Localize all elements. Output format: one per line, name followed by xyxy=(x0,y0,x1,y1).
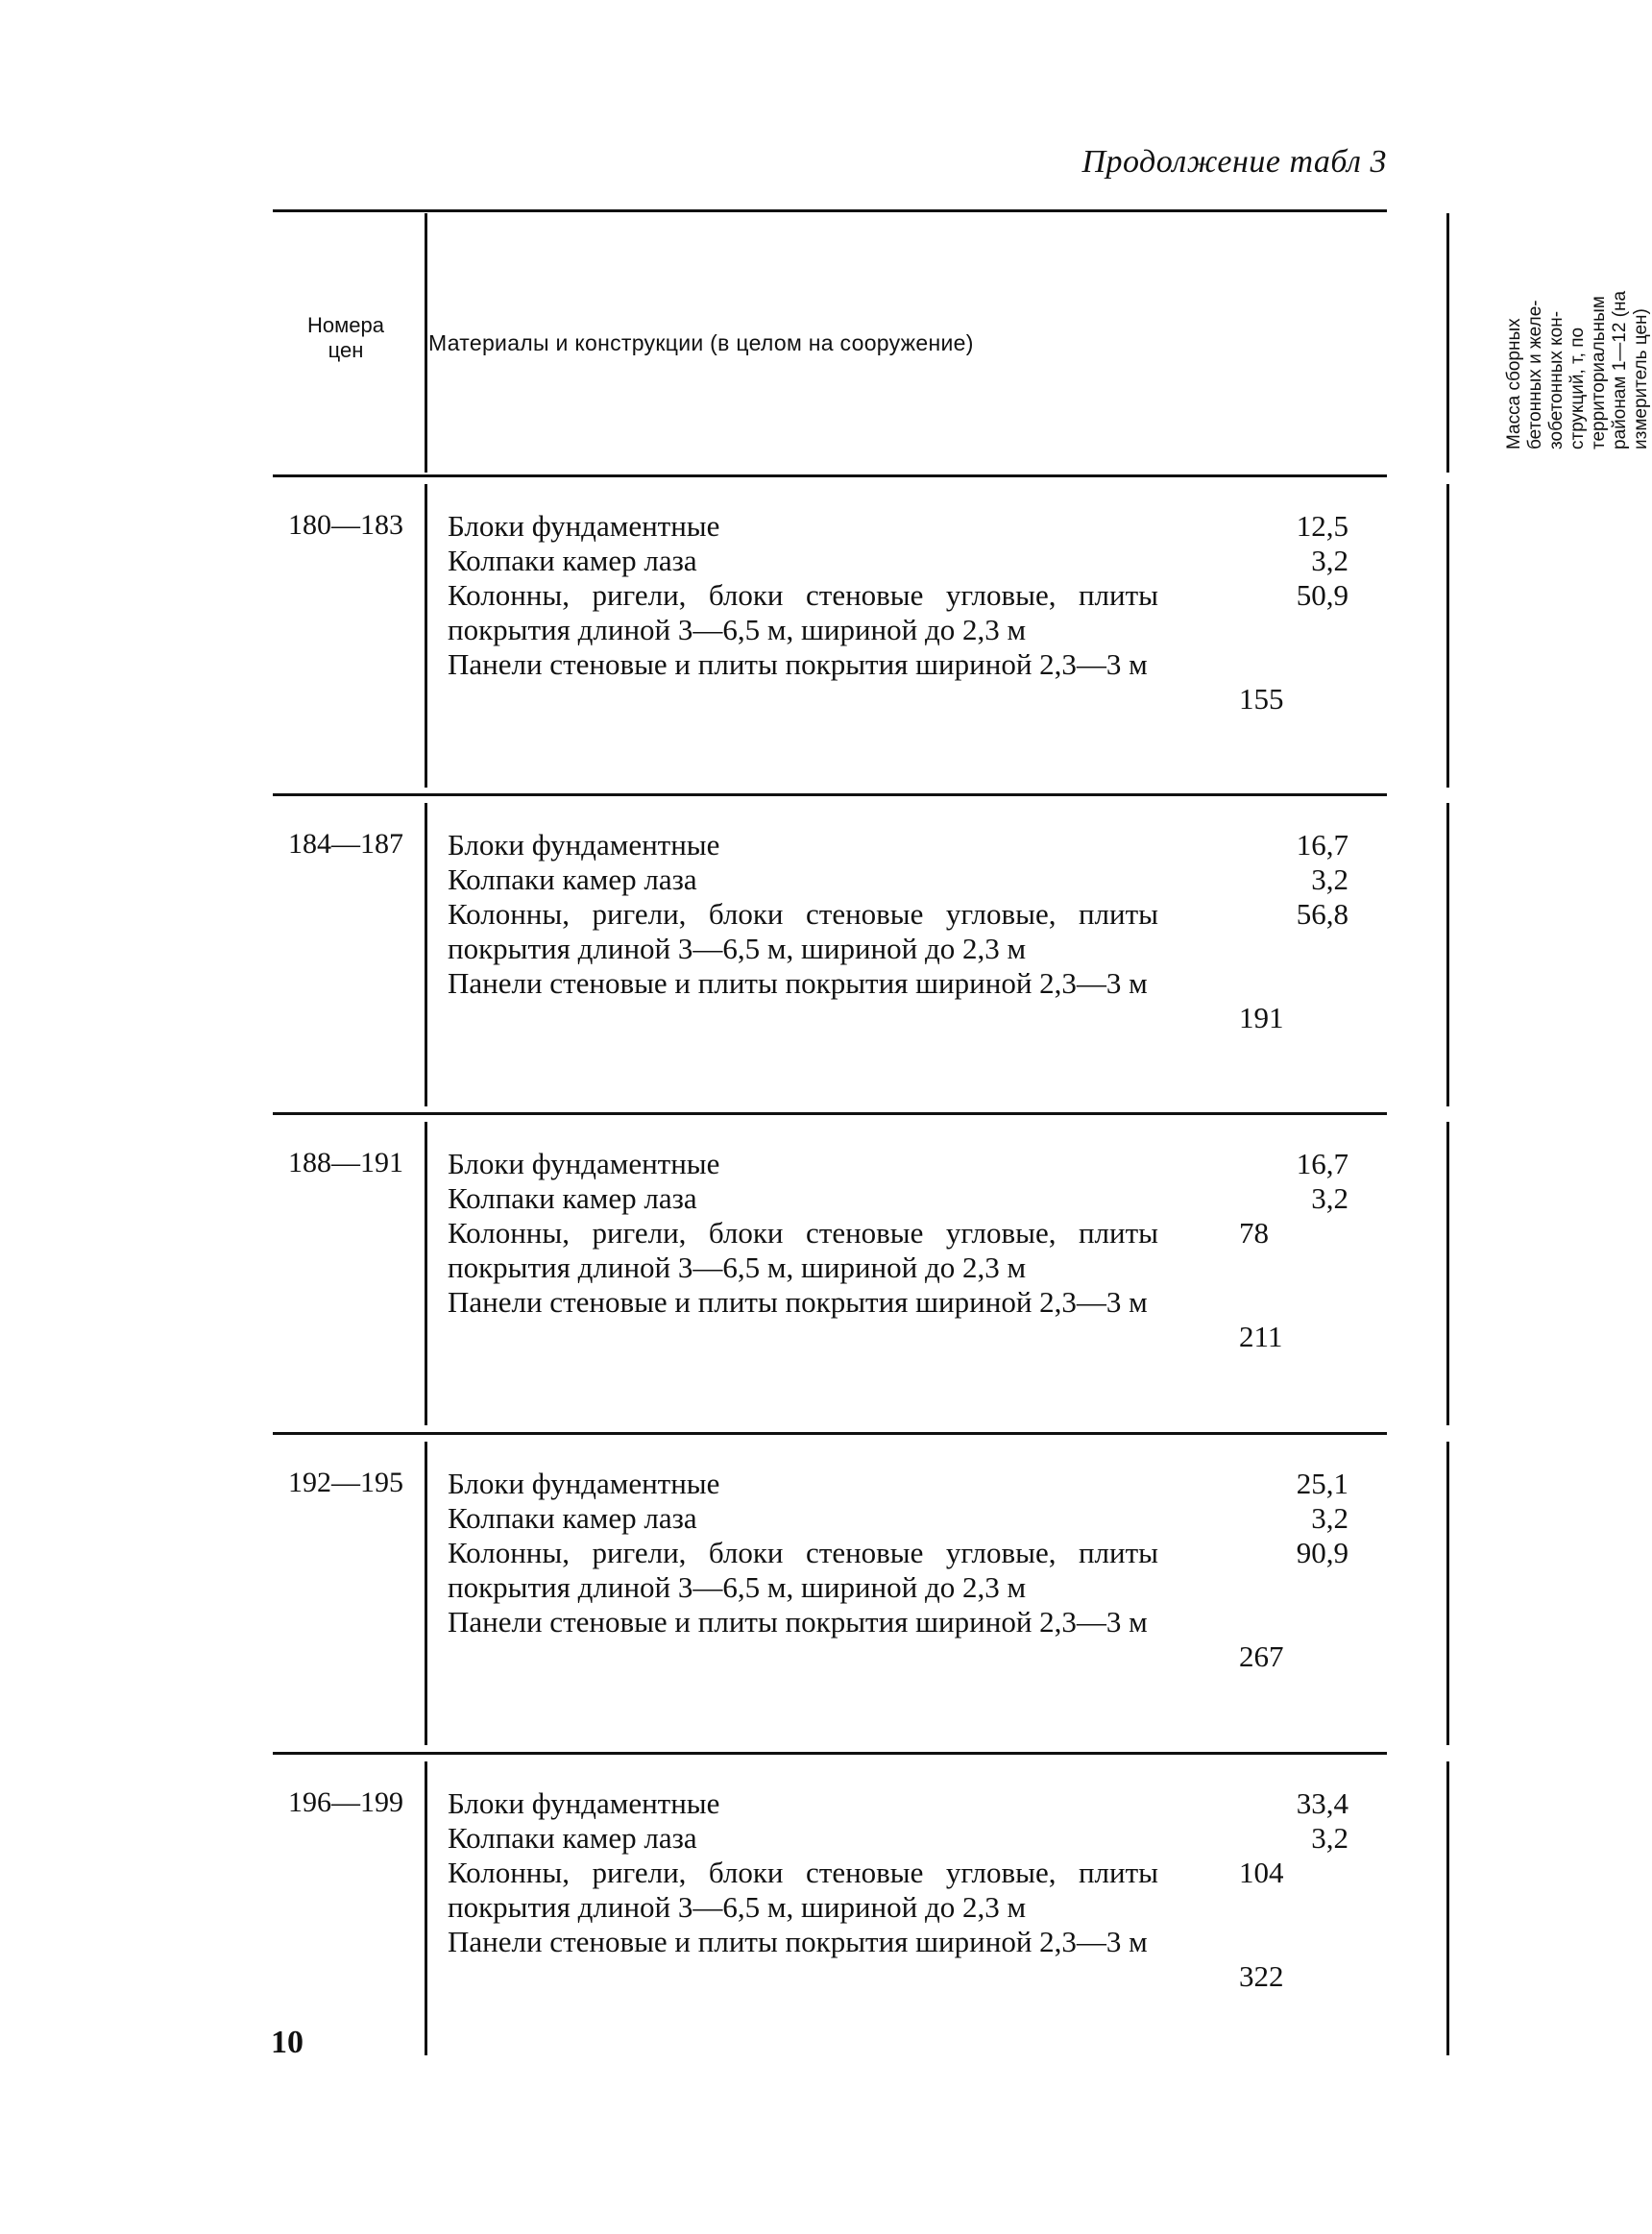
column-rule xyxy=(425,1761,427,2055)
material-item: Колонны, ригели, блоки стеновые угловые, плиты покрытия длиной 3—6,5 м, шириной до 2,3 м xyxy=(448,1216,1158,1284)
column-rule xyxy=(425,1122,427,1425)
mass-value: 191 xyxy=(1239,1001,1284,1034)
mass-value: 16,7 xyxy=(1296,828,1348,862)
material-item: Блоки фундаментные xyxy=(448,509,720,543)
group-separator xyxy=(273,793,1387,796)
mass-value: 3,2 xyxy=(1311,544,1348,577)
mass-value: 3,2 xyxy=(1311,1501,1348,1535)
mass-value: 50,9 xyxy=(1296,578,1348,612)
price-number-range: 192—195 xyxy=(288,1467,403,1498)
mass-value: 90,9 xyxy=(1296,1536,1348,1569)
mass-value: 3,2 xyxy=(1311,862,1348,896)
column-header-materials: Материалы и конструкции (в целом на сооружение) xyxy=(428,330,974,355)
material-item: Колонны, ригели, блоки стеновые угловые, плиты покрытия длиной 3—6,5 м, шириной до 2,3 м xyxy=(448,1856,1158,1924)
column-header-mass-cell xyxy=(1454,217,1651,467)
column-rule xyxy=(1446,484,1449,788)
mass-value: 16,7 xyxy=(1296,1147,1348,1180)
mass-value: 267 xyxy=(1239,1639,1284,1673)
mass-value: 104 xyxy=(1239,1856,1284,1889)
column-rule xyxy=(425,803,427,1106)
material-item: Колпаки камер лаза xyxy=(448,544,697,577)
material-item: Блоки фундаментные xyxy=(448,1786,720,1820)
mass-value: 78 xyxy=(1239,1216,1269,1250)
price-number-range: 188—191 xyxy=(288,1147,403,1178)
material-item: Колонны, ригели, блоки стеновые угловые, плиты покрытия длиной 3—6,5 м, шириной до 2,3 м xyxy=(448,897,1158,965)
group-separator xyxy=(273,1112,1387,1115)
material-item: Панели стеновые и плиты покрытия шириной 2,3—3 м xyxy=(448,1925,1148,1958)
group-separator xyxy=(273,1432,1387,1435)
material-item: Блоки фундаментные xyxy=(448,828,720,862)
column-header-mass: Масса сборных бетонных и желе- зобетонных кон- струкций, т, по территориальным районам 1—12 (на измеритель цен) xyxy=(1504,290,1651,449)
mass-value: 56,8 xyxy=(1296,897,1348,931)
mass-value: 322 xyxy=(1239,1959,1284,1993)
table-continuation-caption: Продолжение табл 3 xyxy=(1081,144,1387,180)
material-item: Колонны, ригели, блоки стеновые угловые, плиты покрытия длиной 3—6,5 м, шириной до 2,3 м xyxy=(448,578,1158,646)
column-rule xyxy=(1446,1442,1449,1745)
column-rule xyxy=(425,213,427,473)
column-rule xyxy=(1446,1122,1449,1425)
mass-value: 33,4 xyxy=(1296,1786,1348,1820)
group-separator xyxy=(273,1752,1387,1755)
mass-value: 211 xyxy=(1239,1320,1283,1353)
material-item: Блоки фундаментные xyxy=(448,1467,720,1500)
material-item: Панели стеновые и плиты покрытия шириной 2,3—3 м xyxy=(448,1605,1148,1639)
material-item: Панели стеновые и плиты покрытия шириной 2,3—3 м xyxy=(448,647,1148,681)
column-rule xyxy=(1446,803,1449,1106)
mass-value: 3,2 xyxy=(1311,1821,1348,1855)
header-bottom-rule xyxy=(273,474,1387,477)
materials-table xyxy=(273,209,1651,2055)
material-item: Панели стеновые и плиты покрытия шириной 2,3—3 м xyxy=(448,1285,1148,1319)
material-item: Колпаки камер лаза xyxy=(448,1181,697,1215)
material-list xyxy=(448,828,1158,1001)
material-item: Колпаки камер лаза xyxy=(448,862,697,896)
mass-value: 12,5 xyxy=(1296,509,1348,543)
material-item: Панели стеновые и плиты покрытия шириной 2,3—3 м xyxy=(448,966,1148,1000)
table-top-rule xyxy=(273,209,1387,212)
price-number-range: 196—199 xyxy=(288,1786,403,1818)
material-list xyxy=(448,1467,1158,1639)
page-number: 10 xyxy=(271,2025,304,2060)
material-item: Блоки фундаментные xyxy=(448,1147,720,1180)
column-rule xyxy=(425,1442,427,1745)
material-item: Колпаки камер лаза xyxy=(448,1821,697,1855)
mass-value: 25,1 xyxy=(1296,1467,1348,1500)
column-header-numbers: Номера цен xyxy=(307,313,384,363)
price-number-range: 184—187 xyxy=(288,828,403,860)
column-rule xyxy=(425,484,427,788)
mass-value: 3,2 xyxy=(1311,1181,1348,1215)
material-list xyxy=(448,509,1158,682)
material-list xyxy=(448,1147,1158,1320)
material-item: Колонны, ригели, блоки стеновые угловые, плиты покрытия длиной 3—6,5 м, шириной до 2,3 м xyxy=(448,1536,1158,1604)
mass-value: 155 xyxy=(1239,682,1284,716)
material-list xyxy=(448,1786,1158,1959)
column-rule xyxy=(1446,213,1449,473)
material-item: Колпаки камер лаза xyxy=(448,1501,697,1535)
price-number-range: 180—183 xyxy=(288,509,403,541)
column-rule xyxy=(1446,1761,1449,2055)
